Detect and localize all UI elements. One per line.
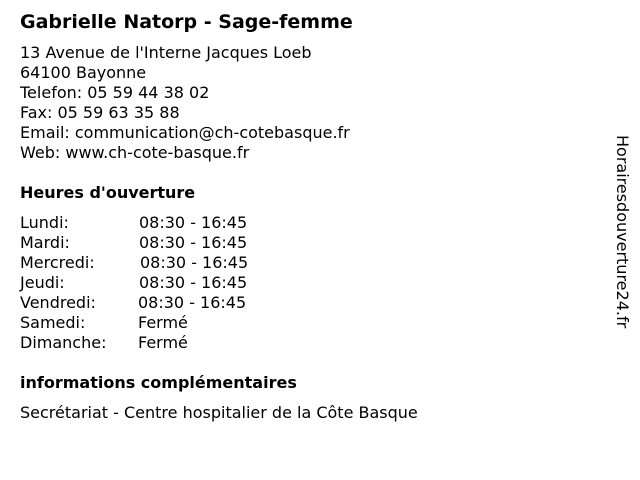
address-street: 13 Avenue de l'Interne Jacques Loeb (20, 43, 312, 62)
email-line: Email: communication@ch-cotebasque.fr (20, 123, 350, 142)
web-line: Web: www.ch-cote-basque.fr (20, 143, 250, 162)
hours-row (20, 293, 320, 313)
phone-line: Telefon: 05 59 44 38 02 (20, 83, 210, 102)
hours-heading: Heures d'ouverture (20, 183, 196, 202)
hours-day: Mercredi: (20, 253, 95, 272)
hours-day: Vendredi: (20, 293, 96, 312)
hours-row (20, 253, 320, 273)
fax-line: Fax: 05 59 63 35 88 (20, 103, 180, 122)
address-city: 64100 Bayonne (20, 63, 147, 82)
hours-time: 08:30 - 16:45 (139, 273, 248, 292)
site-watermark: Horairesdouverture24.fr (613, 135, 632, 329)
hours-time: 08:30 - 16:45 (140, 253, 249, 272)
hours-time: 08:30 - 16:45 (139, 233, 248, 252)
hours-time: Fermé (138, 313, 188, 332)
page-title: Gabrielle Natorp - Sage-femme (20, 11, 353, 33)
hours-day: Lundi: (20, 213, 69, 232)
hours-day: Dimanche: (20, 333, 107, 352)
hours-table (20, 213, 320, 353)
hours-time: Fermé (138, 333, 188, 352)
hours-row (20, 333, 320, 353)
hours-time: 08:30 - 16:45 (139, 213, 248, 232)
hours-day: Jeudi: (20, 273, 65, 292)
hours-day: Samedi: (20, 313, 86, 332)
hours-row (20, 273, 320, 293)
hours-row (20, 213, 320, 233)
hours-row (20, 233, 320, 253)
hours-row (20, 313, 320, 333)
extra-info-heading: informations complémentaires (20, 373, 297, 392)
contact-block (20, 43, 350, 163)
hours-time: 08:30 - 16:45 (138, 293, 247, 312)
hours-day: Mardi: (20, 233, 70, 252)
extra-info-text: Secrétariat - Centre hospitalier de la Côte Basque (20, 403, 418, 422)
